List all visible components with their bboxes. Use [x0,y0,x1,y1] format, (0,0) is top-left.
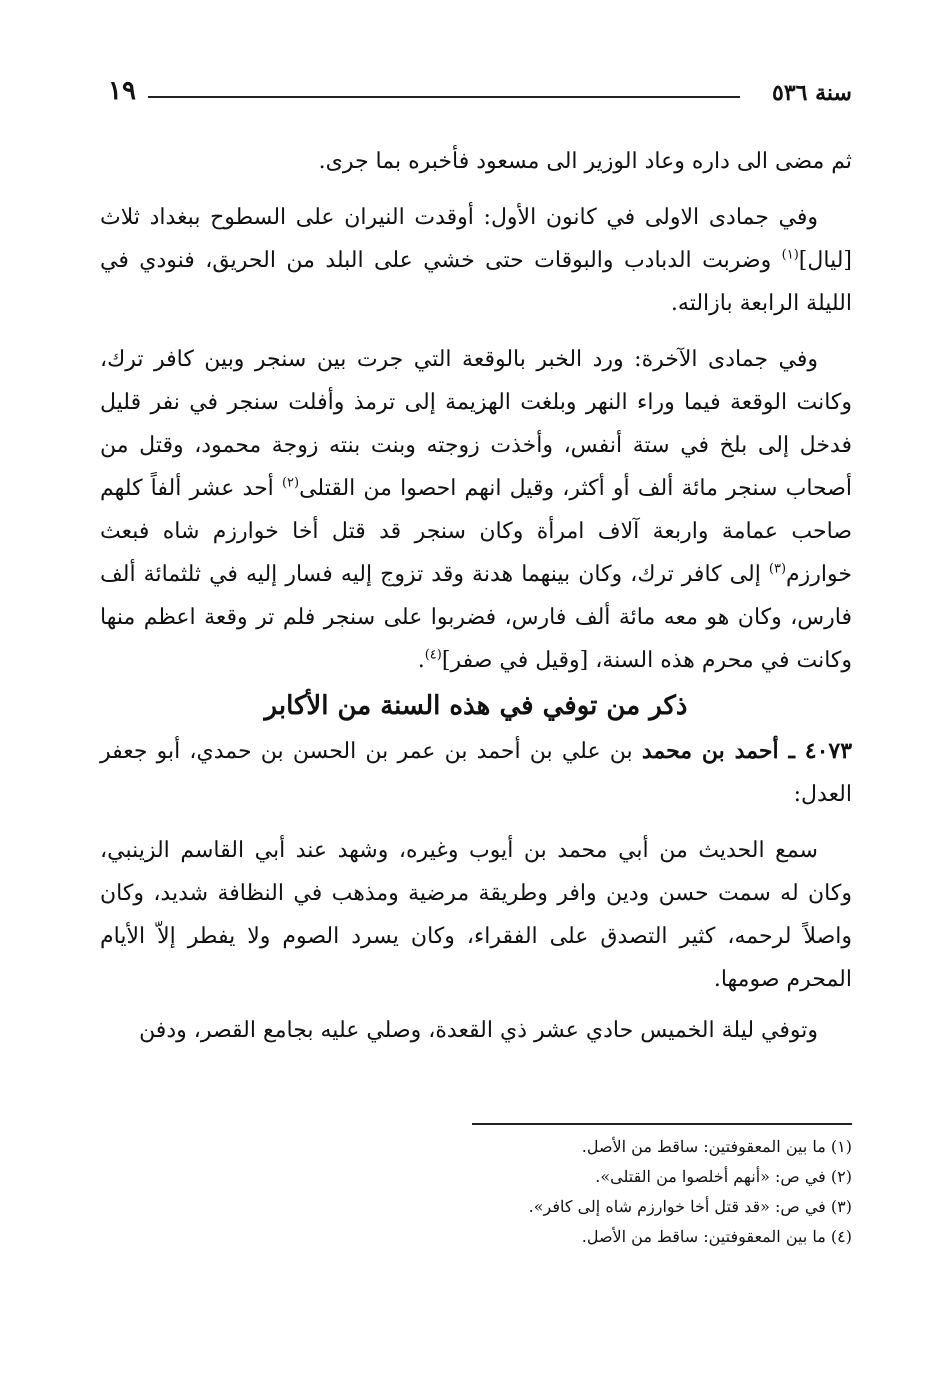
section-title: ذكر من توفي في هذه السنة من الأكابر [264,691,688,721]
footnote-ref-4: (٤) [424,647,442,663]
page-number: ١٩ [108,76,136,106]
footnote-4: (٤) ما بين المعقوفتين: ساقط من الأصل. [581,1227,852,1246]
page-header [108,74,852,114]
footnote-1: (١) ما بين المعقوفتين: ساقط من الأصل. [581,1137,852,1156]
running-head-year: سنة ٥٣٦ [772,80,852,106]
paragraph-3-text-a: وفي جمادى الآخرة: ورد الخبر بالوقعة التي جرت بين سنجر وبين كافر ترك، وكانت الوقعة فيما وراء النهر وبلغت الهزيمة إلى ترمذ وأفلت سنجر في نفر قليل فدخل إلى بلخ في ستة أنفس، وأخذت زوجته وبنت بنته زوجة محمود، وقتل من أصحاب سنجر مائة ألف أو أكثر، وقيل انهم احصوا من القتلى [100,347,853,501]
footnote-rule [472,1123,852,1125]
paragraph-1: ثم مضى الى داره وعاد الوزير الى مسعود فأخبره بما جرى. [318,149,852,174]
paragraph-5: سمع الحديث من أبي محمد بن أيوب وغيره، وشهد عند أبي القاسم الزينبي، وكان له سمت حسن ودين وافر وطريقة مرضية ومذهب في النظافة شديد، وكان واصلاً لرحمه، كثير التصدق على الفقراء، وكان يسرد الصوم ولا يفطر إلاّ الأيام المحرم صومها. [100,838,852,992]
footnote-3: (٣) في ص: «قد قتل أخا خوارزم شاه إلى كافر». [528,1197,852,1216]
paragraph-3-text-b: أحد عشر ألفاً كلهم صاحب عمامة واربعة آلاف امرأة وكان سنجر قد قتل أخا خوارزم شاه فبعث خوارزم [100,476,852,587]
footnote-ref-2: (٢) [281,475,300,491]
main-text [100,140,852,1052]
header-rule [148,96,740,98]
footnotes [100,1132,852,1252]
paragraph-2 [100,196,852,325]
footnote-ref-3: (٣) [768,561,787,577]
paragraph-3-end: . [417,648,425,673]
biography-entry [100,730,852,816]
paragraph-3-text-c: إلى كافر ترك، وكان بينهما هدنة وقد تزوج إليه فسار إليه في ثلثمائة ألف فارس، وكان هو معه مائة ألف فارس، فضربوا على سنجر فلم تر وقعة اعظم منها وكانت في محرم هذه السنة، [وقيل في صفر] [100,562,852,673]
entry-name: ٤٠٧٣ ـ أحمد بن محمد [641,738,853,764]
paragraph-2-text-b: وضربت الدبادب والبوقات حتى خشي على البلد من الحريق، فنودي في الليلة الرابعة بازالته. [100,248,852,316]
paragraph-2-text-a: وفي جمادى الاولى في كانون الأول: أوقدت النيران على السطوح ببغداد ثلاث [ليال] [100,205,852,273]
entry-rest: بن علي بن أحمد بن عمر بن الحسن بن حمدي، أبو جعفر العدل: [100,739,852,807]
paragraph-6: وتوفي ليلة الخميس حادي عشر ذي القعدة، وصلي عليه بجامع القصر، ودفن [139,1018,818,1043]
paragraph-3 [100,338,852,682]
footnote-2: (٢) في ص: «أنهم أخلصوا من القتلى». [595,1167,852,1186]
footnote-ref-1: (١) [781,247,799,263]
